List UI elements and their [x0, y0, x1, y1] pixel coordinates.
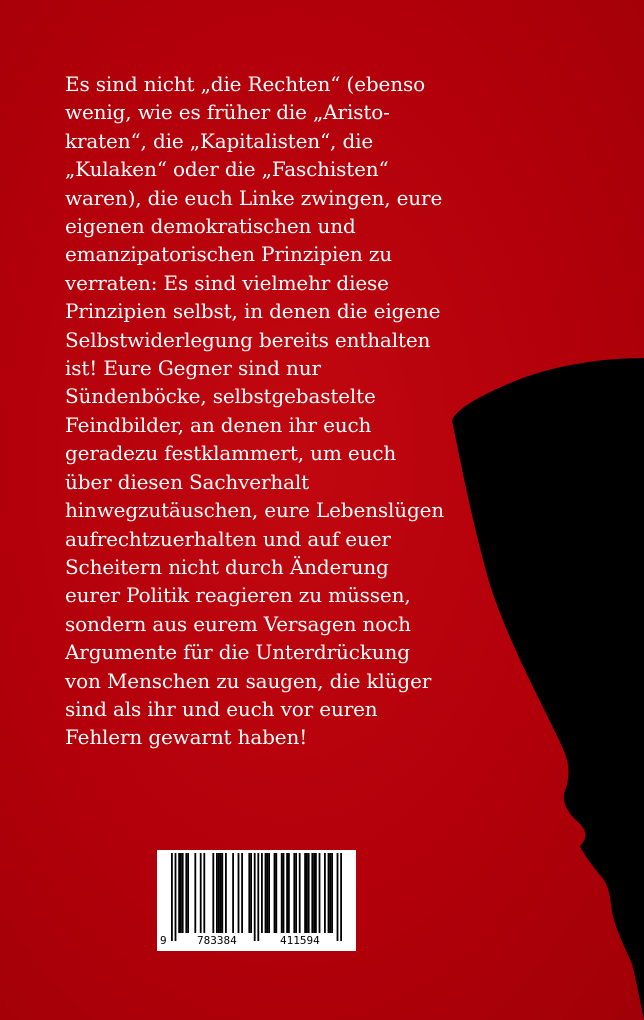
barcode-guard-bar — [175, 853, 177, 941]
barcode-bar — [328, 853, 330, 933]
blurb-line: Argumente für die Unterdrückung — [65, 640, 410, 665]
barcode-bar — [221, 853, 223, 933]
barcode-bar — [283, 853, 285, 933]
barcode-bar — [194, 853, 196, 933]
barcode-bar — [178, 853, 180, 933]
barcode-bar — [331, 853, 333, 933]
barcode-bar — [306, 853, 308, 933]
blurb-line: Selbstwiderlegung bereits enthalten — [65, 327, 431, 352]
barcode-lead-digit: 9 — [160, 934, 167, 947]
barcode-bar — [265, 853, 267, 933]
barcode-bar — [324, 853, 326, 933]
barcode-bar — [203, 853, 205, 933]
barcode-bar — [220, 853, 222, 933]
blurb-line: geradezu festklammert, um euch — [65, 441, 397, 466]
barcode-bar — [250, 853, 252, 933]
blurb-line: sondern aus eurem Versagen noch — [65, 611, 411, 636]
barcode-left-group: 783384 — [197, 934, 237, 947]
barcode-bar — [313, 853, 315, 933]
barcode-bar — [218, 853, 220, 933]
blurb-line: waren), die euch Linke zwingen, eure — [65, 185, 443, 210]
blurb-line: kraten“, die „Kapitalisten“, die — [65, 128, 374, 153]
blurb-line: von Menschen zu saugen, die klüger — [65, 668, 432, 693]
barcode-bar — [295, 853, 297, 933]
barcode-guard-bar — [254, 853, 256, 941]
barcode-digits — [157, 934, 356, 950]
blurb-line: hinwegzutäuschen, eure Lebenslügen — [65, 498, 445, 523]
barcode-guard-bar — [337, 853, 339, 941]
barcode-guard-bar — [257, 853, 259, 941]
barcode-bar — [238, 853, 240, 933]
barcode-bar — [261, 853, 263, 933]
barcode-bar — [266, 853, 268, 933]
barcode-bar — [268, 853, 270, 933]
barcode-bar — [274, 853, 276, 933]
blurb-line: emanzipatorischen Prinzipien zu — [65, 242, 392, 267]
blurb-line: Prinzipien selbst, in denen die eigene — [65, 299, 441, 324]
blurb-line: wenig, wie es früher die „Aristo- — [65, 100, 390, 125]
barcode-bar — [315, 853, 317, 933]
barcode-bar — [281, 853, 283, 933]
blurb-line: Fehlern gewarnt haben! — [65, 725, 308, 750]
barcode-guard-bar — [171, 853, 173, 941]
blurb-line: eurer Politik reagieren zu müssen, — [65, 583, 411, 608]
barcode-bar — [241, 853, 243, 933]
blurb-line: Es sind nicht „die Rechten“ (ebenso — [65, 72, 425, 96]
barcode-bar — [304, 853, 306, 933]
blurb-line: eigenen demokratischen und — [65, 214, 356, 239]
blurb-line: aufrechtzuerhalten und auf euer — [65, 526, 391, 551]
barcode-bar — [216, 853, 218, 933]
barcode-bar — [185, 853, 187, 933]
barcode-guard-bar — [340, 853, 342, 941]
blurb-line: Scheitern nicht durch Änderung — [65, 554, 389, 579]
barcode-bar — [286, 853, 288, 933]
barcode-bar — [187, 853, 189, 933]
barcode-bar — [182, 853, 184, 933]
blurb-text — [65, 70, 455, 752]
isbn-barcode — [157, 850, 356, 951]
barcode-bar — [293, 853, 295, 933]
barcode-bar — [308, 853, 310, 933]
barcode-bar — [288, 853, 290, 933]
barcode-bar — [311, 853, 313, 933]
blurb-line: ist! Eure Gegner sind nur — [65, 356, 321, 381]
barcode-bar — [329, 853, 331, 933]
barcode-bar — [200, 853, 202, 933]
barcode-bar — [299, 853, 301, 933]
blurb-line: über diesen Sachverhalt — [65, 469, 310, 494]
barcode-right-group: 411594 — [280, 934, 320, 947]
blurb-line: sind als ihr und euch vor euren — [65, 696, 378, 721]
barcode-bar — [232, 853, 234, 933]
barcode-bar — [212, 853, 214, 933]
blurb-line: Sündenböcke, selbstgebastelte — [65, 384, 376, 409]
blurb-line: Feindbilder, an denen ihr euch — [65, 412, 372, 437]
barcode-bar — [248, 853, 250, 933]
barcode-bar — [319, 853, 321, 933]
barcode-bar — [180, 853, 182, 933]
blurb-line: „Kulaken“ oder die „Faschisten“ — [65, 157, 389, 182]
blurb-line: verraten: Es sind vielmehr diese — [65, 270, 389, 295]
barcode-bar — [275, 853, 277, 933]
barcode-bar — [225, 853, 227, 933]
